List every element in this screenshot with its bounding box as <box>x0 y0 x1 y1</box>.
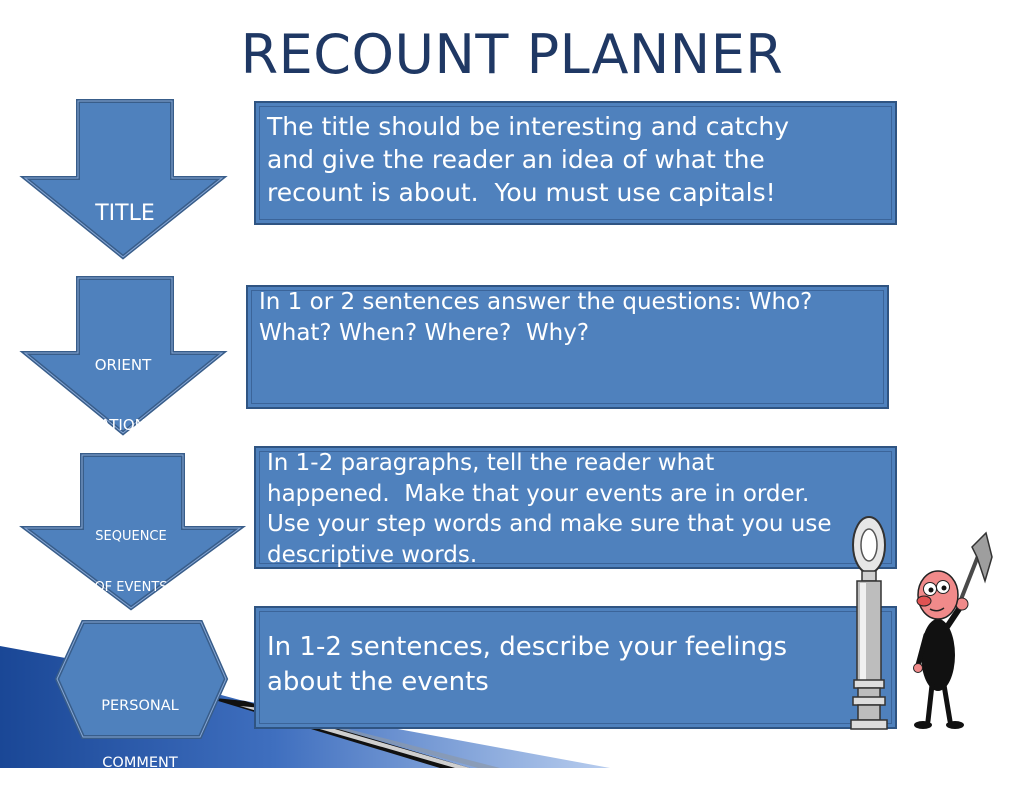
label-line: ORIENT <box>94 356 152 374</box>
description-line: about the events <box>267 667 489 697</box>
description-line: Use your step words and make sure that you use <box>267 511 832 537</box>
description-line: recount is about. You must use capitals! <box>267 178 776 207</box>
description-line: and give the reader an idea of what the <box>267 145 765 174</box>
description-line: In 1-2 sentences, describe your feelings <box>267 632 788 662</box>
description-box-personal-comment <box>254 606 897 729</box>
arrow-label-sequence-of-events <box>74 494 188 613</box>
page-title: RECOUNT PLANNER <box>240 23 784 86</box>
description-line: happened. Make that your events are in order. <box>267 480 810 507</box>
label-line: SEQUENCE <box>95 529 167 544</box>
description-box-sequence-of-events <box>254 446 897 569</box>
label-line: ATION <box>100 416 146 434</box>
description-box-orientation <box>246 285 889 409</box>
description-box-title <box>254 101 897 225</box>
post-icon <box>851 517 887 729</box>
description-line: The title should be interesting and catchy <box>267 112 789 141</box>
description-line: descriptive words. <box>267 541 478 568</box>
description-line: In 1 or 2 sentences answer the questions: Who? <box>259 289 813 315</box>
label-line: TITLE <box>95 201 155 226</box>
man-with-axe-icon <box>914 533 993 729</box>
label-line: OF EVENTS <box>94 580 168 595</box>
label-line: PERSONAL <box>101 698 179 714</box>
arrow-label-orientation <box>68 315 178 455</box>
cartoon-axe-man-icon <box>840 505 1010 740</box>
hexagon-label-personal-comment <box>80 659 200 792</box>
label-line: COMMENT <box>102 755 178 771</box>
arrow-label-title <box>70 144 180 256</box>
description-line: In 1-2 paragraphs, tell the reader what <box>267 450 715 476</box>
description-line: What? When? Where? Why? <box>259 320 590 346</box>
